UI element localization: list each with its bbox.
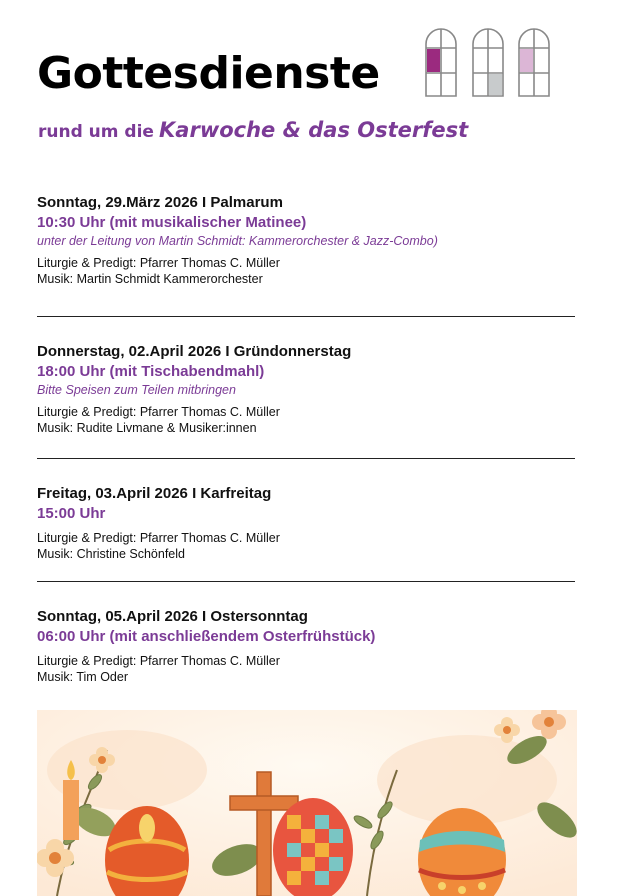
service-heading: Donnerstag, 02.April 2026 I Gründonnerstag	[37, 343, 352, 360]
divider	[37, 316, 575, 317]
service-note: Bitte Speisen zum Teilen mitbringen	[37, 383, 236, 397]
service-time: 18:00 Uhr (mit Tischabendmahl)	[37, 363, 265, 380]
easter-banner-image	[37, 710, 577, 896]
service-liturgy: Liturgie & Predigt: Pfarrer Thomas C. Müller	[37, 654, 280, 668]
service-karfreitag	[37, 484, 577, 562]
page-subtitle	[38, 118, 468, 142]
church-windows-logo	[423, 26, 555, 98]
divider	[37, 458, 575, 459]
church-window-icon	[473, 29, 503, 96]
service-liturgy: Liturgie & Predigt: Pfarrer Thomas C. Müller	[37, 405, 280, 419]
service-time: 06:00 Uhr (mit anschließendem Osterfrühstück)	[37, 628, 376, 645]
service-heading: Freitag, 03.April 2026 I Karfreitag	[37, 485, 272, 502]
service-ostersonntag	[37, 607, 577, 685]
service-music: Musik: Tim Oder	[37, 670, 128, 684]
church-window-icon	[426, 29, 456, 96]
service-time: 15:00 Uhr	[37, 505, 106, 522]
service-music: Musik: Christine Schönfeld	[37, 547, 185, 561]
divider	[37, 581, 575, 582]
service-music: Musik: Rudite Livmane & Musiker:innen	[37, 421, 257, 435]
service-time: 10:30 Uhr (mit musikalischer Matinee)	[37, 214, 307, 231]
church-window-icon	[519, 29, 549, 96]
subtitle-plain: rund um die	[38, 122, 154, 142]
service-gruendonnerstag	[37, 342, 577, 436]
page-title: Gottesdienste	[37, 48, 380, 99]
service-note: unter der Leitung von Martin Schmidt: Kammerorchester & Jazz-Combo)	[37, 234, 438, 248]
service-palmarum	[37, 193, 577, 287]
subtitle-script: Karwoche & das Osterfest	[159, 118, 469, 142]
service-liturgy: Liturgie & Predigt: Pfarrer Thomas C. Müller	[37, 256, 280, 270]
service-music: Musik: Martin Schmidt Kammerorchester	[37, 272, 263, 286]
service-heading: Sonntag, 29.März 2026 I Palmarum	[37, 194, 283, 211]
service-heading: Sonntag, 05.April 2026 I Ostersonntag	[37, 608, 308, 625]
service-liturgy: Liturgie & Predigt: Pfarrer Thomas C. Müller	[37, 531, 280, 545]
